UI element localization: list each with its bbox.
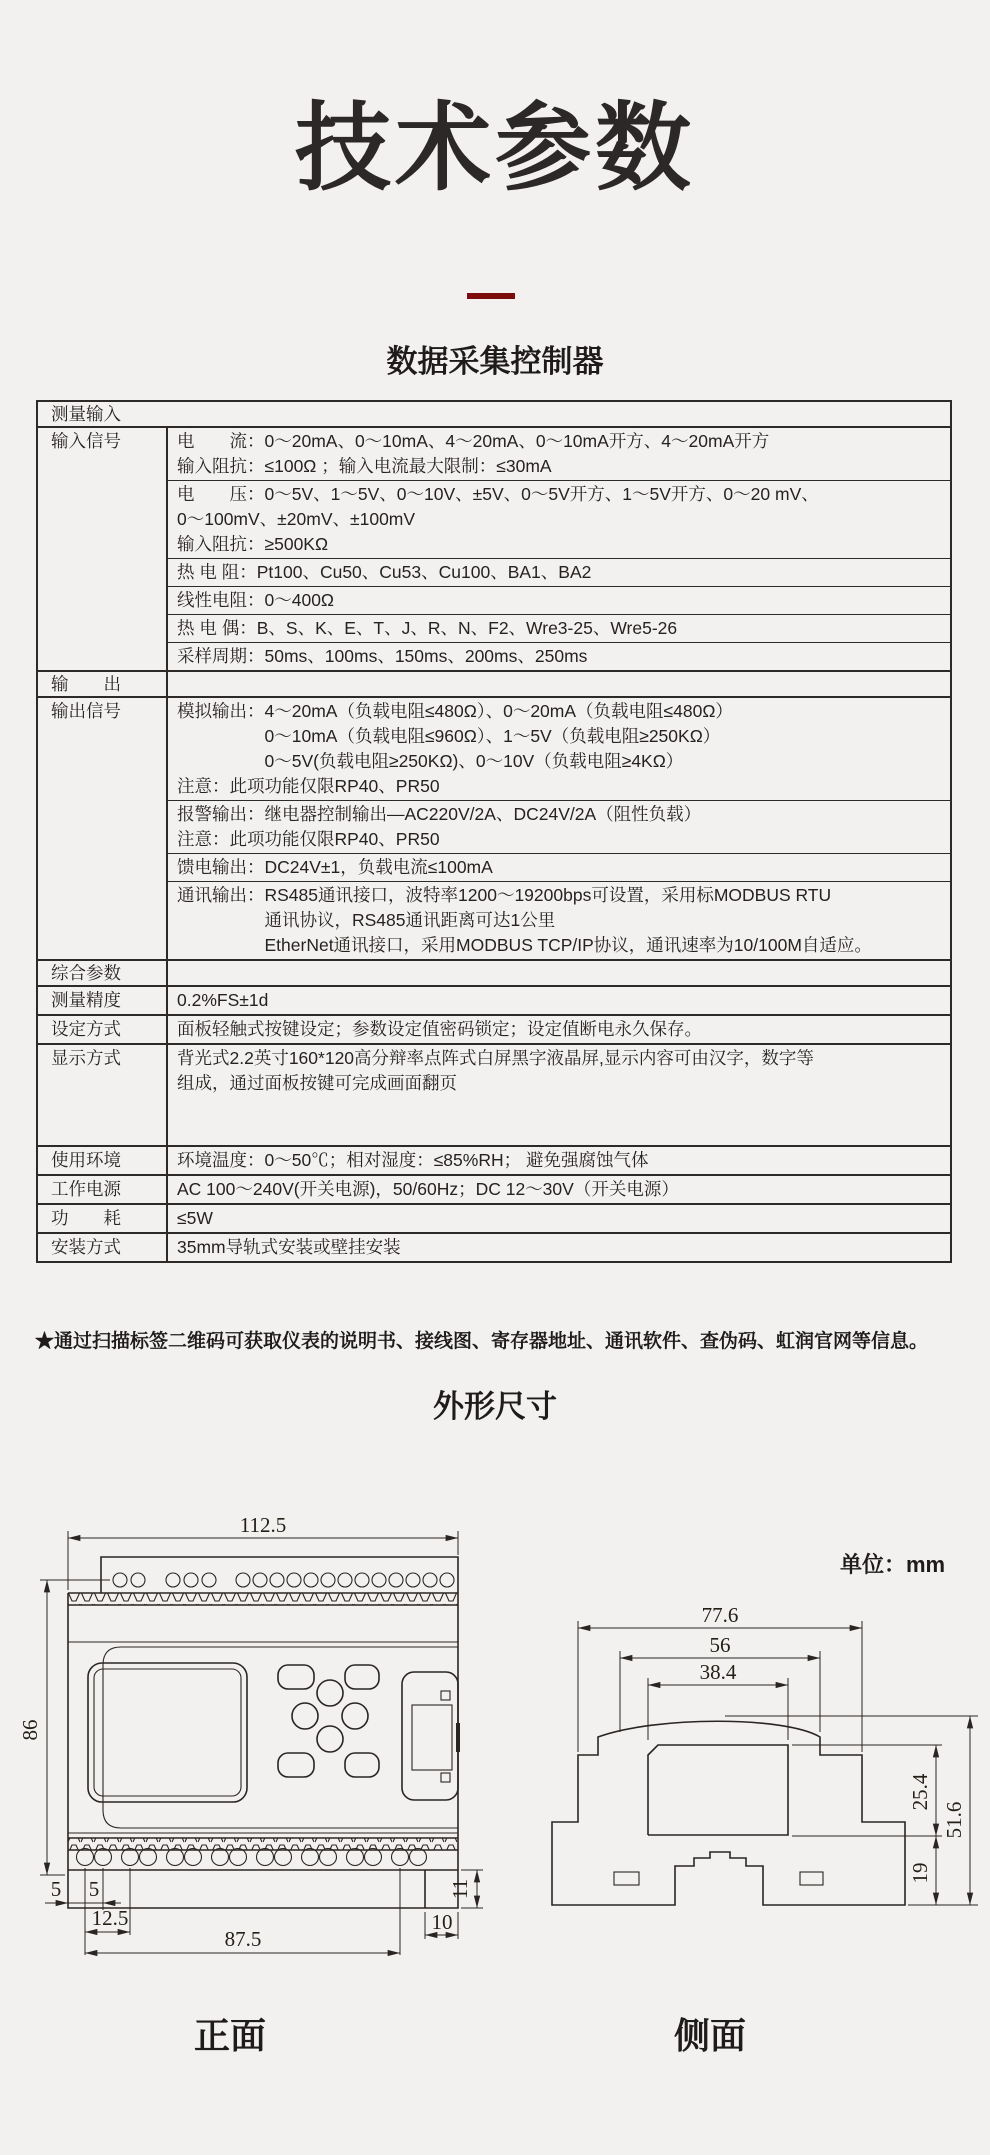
content-line: 0.2%FS±1d: [177, 990, 269, 1010]
terminal-hole: [122, 1849, 139, 1866]
terminal-hole: [212, 1849, 229, 1866]
row-content: [168, 1045, 950, 1145]
content-line: 报警输出：继电器控制输出—AC220V/2A、DC24V/2A（阻性负载）: [177, 804, 702, 824]
terminal-hole: [440, 1573, 454, 1587]
side-view-label: 侧面: [673, 2015, 746, 2056]
terminal-hole: [302, 1849, 319, 1866]
row-label: 使用环境: [38, 1147, 168, 1174]
content-group: [168, 672, 950, 674]
terminal-hole: [392, 1849, 409, 1866]
terminal-hole: [95, 1849, 112, 1866]
content-group: [168, 800, 950, 853]
content-group: [168, 1176, 950, 1203]
content-line: 背光式2.2英寸160*120高分辩率点阵式白屏黑字液晶屏,显示内容可由汉字，数字等: [177, 1048, 814, 1068]
row-label: 显示方式: [38, 1045, 168, 1145]
content-group: [168, 586, 950, 614]
table-row: [38, 696, 950, 959]
row-label: 测量输入: [51, 404, 121, 424]
content-group: [168, 1147, 950, 1174]
row-content: [168, 1234, 950, 1261]
side-dim-51-6: 51.6: [942, 1801, 966, 1839]
terminal-hole: [77, 1849, 94, 1866]
terminal-hole: [131, 1573, 145, 1587]
vent-strip-top: [68, 1593, 458, 1605]
content-group: [168, 1016, 950, 1043]
row-content: [168, 698, 950, 959]
row-label: 综合参数: [38, 961, 168, 985]
terminal-hole: [389, 1573, 403, 1587]
terminal-hole: [347, 1849, 364, 1866]
terminal-hole: [202, 1573, 216, 1587]
table-row: [38, 426, 950, 670]
content-line: 注意：此项功能仅限RP40、PR50: [177, 829, 440, 849]
side-dim-19: 19: [908, 1862, 932, 1884]
content-line: 通讯输出：RS485通讯接口，波特率1200～19200bps可设置，采用标MODBUS RTU: [177, 885, 832, 905]
title-divider: [467, 293, 515, 299]
content-group: [168, 480, 950, 558]
lcd-display: [88, 1663, 247, 1802]
content-group: [168, 1234, 950, 1261]
front-dim-height: 86: [18, 1719, 42, 1741]
terminal-hole: [166, 1573, 180, 1587]
base-slot: [614, 1872, 639, 1885]
content-line: 采样周期：50ms、100ms、150ms、200ms、250ms: [177, 646, 588, 666]
side-connector-module: [402, 1672, 460, 1800]
content-group: [168, 558, 950, 586]
table-row: [38, 1014, 950, 1043]
terminal-hole: [355, 1573, 369, 1587]
row-content: [168, 672, 950, 696]
content-line: 0～10mA（负载电阻≤960Ω）、1～5V（负载电阻≥250KΩ）: [177, 726, 721, 746]
row-label: 安装方式: [38, 1234, 168, 1261]
content-line: 线性电阻：0～400Ω: [177, 590, 335, 610]
content-line: 热 电 偶：B、S、K、E、T、J、R、N、F2、Wre3-25、Wre5-26: [177, 618, 678, 638]
row-label: 设定方式: [38, 1016, 168, 1043]
side-view-drawing: [540, 1540, 990, 2080]
content-line: 面板轻触式按键设定；参数设定值密码锁定；设定值断电永久保存。: [177, 1019, 702, 1039]
terminal-hole: [406, 1573, 420, 1587]
page-title: 技术参数: [295, 95, 695, 202]
content-line: 馈电输出：DC24V±1，负载电流≤100mA: [177, 857, 493, 877]
row-content: [168, 1176, 950, 1203]
content-line: 35mm导轨式安装或壁挂安装: [177, 1237, 401, 1257]
front-view-label: 正面: [193, 2015, 266, 2056]
table-row: [38, 959, 950, 985]
content-group: [168, 1045, 950, 1097]
terminal-hole: [113, 1573, 127, 1587]
face-plateau: [103, 1647, 458, 1828]
content-line: EtherNet通讯接口，采用MODBUS TCP/IP协议，通讯速率为10/100M自适应。: [177, 935, 872, 955]
terminal-hole: [253, 1573, 267, 1587]
content-group: [168, 853, 950, 881]
content-line: 输入阻抗：≤100Ω ；输入电流最大限制：≤30mA: [177, 456, 552, 476]
front-dim-5b: 5: [88, 1877, 100, 1901]
side-profile: [552, 1721, 905, 1905]
content-group: [168, 1205, 950, 1232]
front-dim-12-5: 12.5: [91, 1906, 129, 1930]
content-group: [168, 987, 950, 1014]
content-line: 0～100mV、±20mV、±100mV: [177, 509, 416, 529]
terminal-hole: [236, 1573, 250, 1587]
terminal-hole: [338, 1573, 352, 1587]
table-row: [38, 1232, 950, 1261]
content-line: 环境温度：0～50℃；相对湿度：≤85%RH； 避免强腐蚀气体: [177, 1150, 649, 1170]
front-dim-width: 112.5: [239, 1513, 287, 1537]
row-label: 输入信号: [38, 428, 168, 670]
terminal-hole: [372, 1573, 386, 1587]
terminal-hole: [184, 1573, 198, 1587]
content-line: 输入阻抗：≥500KΩ: [177, 534, 329, 554]
base-slot: [800, 1872, 823, 1885]
front-dim-87-5: 87.5: [224, 1927, 262, 1951]
table-row: [38, 402, 950, 426]
terminal-hole: [365, 1849, 382, 1866]
table-row: [38, 1203, 950, 1232]
content-line: 注意：此项功能仅限RP40、PR50: [177, 776, 440, 796]
front-view-drawing: [15, 1495, 485, 2075]
row-content: [168, 1205, 950, 1232]
product-subtitle: 数据采集控制器: [386, 344, 604, 379]
row-content: [168, 1147, 950, 1174]
content-line: 电 流：0～20mA、0～10mA、4～20mA、0～10mA开方、4～20mA开方: [177, 431, 770, 451]
top-terminal-row: [113, 1573, 454, 1587]
table-row: [38, 670, 950, 696]
side-dim-56: 56: [709, 1633, 731, 1657]
row-label: 输 出: [38, 672, 168, 696]
side-dim-77-6: 77.6: [701, 1603, 739, 1627]
table-row: [38, 1043, 950, 1145]
side-dim-38-4: 38.4: [699, 1660, 737, 1684]
table-row: [38, 985, 950, 1014]
terminal-hole: [275, 1849, 292, 1866]
row-content: [168, 987, 950, 1014]
content-group: [168, 961, 950, 963]
row-label: 功 耗: [38, 1205, 168, 1232]
row-label: 输出信号: [38, 698, 168, 959]
content-group: [168, 614, 950, 642]
front-dim-5a: 5: [50, 1877, 62, 1901]
table-row: [38, 1145, 950, 1174]
terminal-hole: [270, 1573, 284, 1587]
content-line: AC 100～240V(开关电源)，50/60Hz；DC 12～30V（开关电源）: [177, 1179, 679, 1199]
bottom-terminal-row: [77, 1849, 427, 1866]
row-content: [168, 428, 950, 670]
front-dim-10: 10: [431, 1910, 453, 1934]
content-line: 电 压：0～5V、1～5V、0～10V、±5V、0～5V开方、1～5V开方、0～20 mV、: [177, 484, 819, 504]
table-row: [38, 1174, 950, 1203]
terminal-hole: [167, 1849, 184, 1866]
unit-label: 单位：mm: [840, 1552, 946, 1577]
content-line: 0～5V(负载电阻≥250KΩ)、0～10V（负载电阻≥4KΩ）: [177, 751, 684, 771]
content-group: [168, 428, 950, 480]
row-label: 工作电源: [38, 1176, 168, 1203]
side-inner-body: [648, 1745, 788, 1835]
keypad-buttons: [278, 1665, 379, 1777]
terminal-hole: [410, 1849, 427, 1866]
content-group: [168, 698, 950, 800]
row-label: 测量精度: [38, 987, 168, 1014]
terminal-hole: [287, 1573, 301, 1587]
qr-note: ★通过扫描标签二维码可获取仪表的说明书、接线图、寄存器地址、通讯软件、查伪码、虹润官网等信息。: [35, 1331, 929, 1352]
row-content: [168, 1016, 950, 1043]
terminal-hole: [304, 1573, 318, 1587]
content-line: 组成，通过面板按键可完成画面翻页: [177, 1073, 457, 1093]
terminal-hole: [185, 1849, 202, 1866]
content-group: [168, 881, 950, 959]
content-line: 热 电 阻：Pt100、Cu50、Cu53、Cu100、BA1、BA2: [177, 562, 592, 582]
terminal-hole: [423, 1573, 437, 1587]
spec-table: [36, 400, 952, 1263]
terminal-hole: [257, 1849, 274, 1866]
content-line: ≤5W: [177, 1208, 213, 1228]
terminal-hole: [320, 1849, 337, 1866]
terminal-hole: [321, 1573, 335, 1587]
front-dim-11: 11: [448, 1878, 472, 1900]
terminal-hole: [230, 1849, 247, 1866]
row-content: [168, 961, 950, 985]
content-line: 通讯协议，RS485通讯距离可达1公里: [177, 910, 556, 930]
terminal-hole: [140, 1849, 157, 1866]
content-group: [168, 642, 950, 670]
dimensions-title: 外形尺寸: [433, 1389, 557, 1424]
content-line: 模拟输出：4～20mA（负载电阻≤480Ω）、0～20mA（负载电阻≤480Ω）: [177, 701, 733, 721]
side-dim-25-4: 25.4: [908, 1773, 932, 1811]
